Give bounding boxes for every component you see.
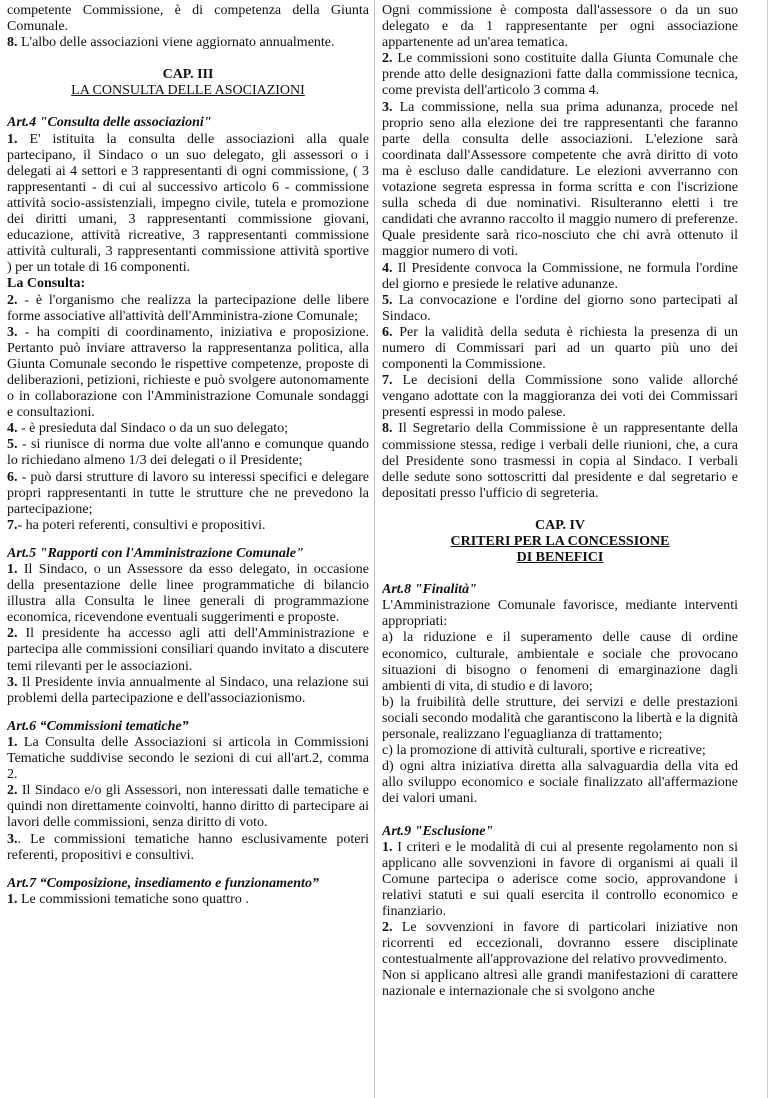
paragraph-text: Il Presidente invia annualmente al Sindaco, una relazione sui problemi della partecipazione e dell'associazionismo.: [7, 674, 369, 706]
article-title: Art.5 "Rapporti con l'Amministrazione Comunale": [7, 545, 304, 561]
paragraph-text: L'albo delle associazioni viene aggiornato annualmente.: [17, 35, 335, 51]
item-number: 3.: [382, 99, 393, 115]
item-number: 3.: [7, 831, 18, 847]
item-number: 2.: [382, 51, 393, 67]
chapter-title: LA CONSULTA DELLE ASOCIAZIONI: [71, 83, 305, 99]
paragraph-text: La convocazione e l'ordine del giorno sono partecipati al Sindaco.: [382, 292, 738, 324]
chapter-number: CAP. III: [162, 67, 214, 83]
paragraph: [7, 562, 369, 626]
list-item: c) la promozione di attività culturali, sportive e ricreative;: [382, 743, 706, 759]
paragraph: [7, 783, 369, 831]
paragraph-text: E' istituita la consulta delle associazioni alla quale partecipano, il Sindaco o un suo delegato, gli assessori o i delegati ai 4 settori e 3 rappresentanti di ogni commissione, ( 3 rappresentanti - di cui al successivo articolo 6 - commissione attività socio-assistenziali, impegno civile, tutela e promozione dei diritti umani, 3 rappresentanti commissione giovani, educazione, attività ricreative, 3 rappresentanti commissione attività culturali, 3 rappresentanti commissione attività sportive ) per un totale di 16 componenti.: [7, 131, 369, 276]
chapter-number: CAP. IV: [534, 517, 586, 533]
item-number: 1.: [7, 891, 18, 907]
paragraph: [7, 132, 369, 277]
left-column: [7, 3, 369, 1097]
item-number: 4.: [7, 421, 18, 437]
paragraph: [7, 293, 369, 325]
item-number: 1.: [382, 839, 393, 855]
item-number: 1.: [7, 562, 18, 577]
subheading: La Consulta:: [7, 276, 86, 292]
paragraph: [7, 437, 369, 469]
item-number: 8.: [382, 421, 393, 437]
item-number: 1.: [7, 734, 18, 750]
article-title: Art.9 "Esclusione": [382, 823, 494, 839]
item-number: 8.: [7, 35, 18, 51]
paragraph: [382, 3, 738, 51]
paragraph: [7, 675, 369, 707]
paragraph: [382, 920, 738, 968]
item-number: 4.: [382, 260, 393, 276]
article-title: Art.4 "Consulta delle associazioni": [7, 115, 212, 131]
paragraph: [7, 626, 369, 674]
item-number: 2.: [7, 292, 18, 308]
paragraph: L'Amministrazione Comunale favorisce, mediante interventi appropriati:: [382, 598, 738, 630]
paragraph-text: - è l'organismo che realizza la partecipazione delle libere forme associative all'attività dell'Amministra-zione Comunale;: [7, 292, 369, 324]
paragraph-text: Le decisioni della Commissione sono valide allorché vengano adottate con la maggioranza dei voti dei Commissari presenti espressi in modo palese.: [382, 373, 738, 421]
item-number: 6.: [382, 324, 393, 340]
paragraph-text: - si riunisce di norma due volte all'anno e comunque quando lo richiedano almeno 1/3 dei delegati o il Presidente;: [7, 437, 369, 469]
paragraph-text: - ha poteri referenti, consultivi e propositivi.: [17, 517, 266, 533]
list-item: a) la riduzione e il superamento delle cause di ordine economico, culturale, ambientale e sociale che provocano situazioni di bisogno o fenomeni di emarginazione dagli ambienti di vita, di studio e di lavoro;: [382, 630, 738, 694]
paragraph: [382, 293, 738, 325]
paragraph-text: - ha compiti di coordinamento, iniziativa e proposizione. Pertanto può inviare attraverso la rappresentanza politica, alla Giunta Comunale secondo le rispettive competenze, proposte di deliberazioni, petizioni, richieste e può svolgere autonomamente o in collaborazione con l'Amministrazione Comunale sondaggi e consultazioni.: [7, 324, 369, 421]
paragraph: [7, 3, 369, 35]
paragraph-text: La commissione, nella sua prima adunanza, procede nel proprio seno alla elezione dei tre rappresentanti che faranno parte della consulta delle associazioni. L'elezione sarà coordinata dall'Assessore competente che avrà diritto di voto ma è escluso dalle candidature. Le elezioni avverranno con votazione segreta espressa in forma scritta e con l'iscrizione sulla scheda di due nominativi. Risulteranno eletti i tre candidati che avranno raccolto il maggio numero di preferenze. Quale presidente sarà rico-nosciuto che chi avrà ottenuto il maggior numero di voti.: [382, 99, 738, 260]
item-number: 7.: [382, 373, 393, 389]
item-number: 6.: [7, 469, 18, 485]
paragraph-text: - è presieduta dal Sindaco o da un suo delegato;: [17, 421, 289, 437]
paragraph: [382, 421, 738, 501]
article-title: Art.6 “Commissioni tematiche”: [7, 718, 189, 734]
paragraph-text: Il Sindaco e/o gli Assessori, non interessati dalle tematiche e quindi non direttamente coinvolti, hanno diritto di partecipare ai lavori delle commissioni, senza diritto di voto.: [7, 783, 369, 831]
paragraph-text: competente Commissione, è di competenza della Giunta Comunale.: [7, 3, 369, 35]
paragraph-text: La Consulta delle Associazioni si articola in Commissioni Tematiche suddivise secondo le sezioni di cui all'art.2, comma 2.: [7, 734, 369, 783]
paragraph: [7, 325, 369, 422]
column-divider: [374, 0, 375, 1098]
paragraph: Non si applicano altresì alle grandi manifestazioni di carattere nazionale e internazionale che si svolgono anche: [382, 968, 738, 1000]
paragraph: [382, 51, 738, 99]
paragraph-text: Il presidente ha accesso agli atti dell'Amministrazione e partecipa alle commissioni consiliari quando invitato a discutere temi rilevanti per le associazioni.: [7, 626, 369, 674]
paragraph: [7, 735, 369, 783]
paragraph: [382, 373, 738, 421]
item-number: 3.: [7, 324, 18, 340]
article-title: Art.8 "Finalità": [382, 582, 477, 598]
paragraph: [7, 892, 369, 908]
list-item: b) la fruibilità delle strutture, dei servizi e delle prestazioni sociali secondo modalità che garantiscono la libertà e la dignità personale, realizzano l'eguaglianza di trattamento;: [382, 694, 738, 743]
paragraph-text: I criteri e le modalità di cui al presente regolamento non si applicano alle sovvenzioni in favore di organismi ai quali il Comune partecipa o aderisce come socio, approvandone i relativi statuti e sui quali esercita il controllo economico e finanziario.: [382, 839, 738, 919]
paragraph-text: Ogni commissione è composta dall'assessore o da un suo delegato e da 1 rappresentante per ogni associazione appartenente ad un'area tematica.: [382, 3, 738, 51]
paragraph: [382, 100, 738, 261]
paragraph: [7, 518, 369, 534]
list-item: d) ogni altra iniziativa diretta alla salvaguardia della vita ed allo sviluppo economico e sociale finalizzato all'affermazione dei valori umani.: [382, 759, 738, 807]
paragraph: [382, 840, 738, 920]
page-edge-line: [767, 0, 768, 1098]
paragraph: [382, 325, 738, 373]
item-number: 1.: [7, 131, 18, 147]
paragraph: [7, 470, 369, 518]
paragraph: [382, 261, 738, 293]
right-column: [382, 3, 738, 1097]
item-number: 7.: [7, 517, 18, 533]
article-title: Art.7 “Composizione, insediamento e funzionamento”: [7, 875, 319, 891]
item-number: 5.: [7, 437, 18, 453]
chapter-title: DI BENEFICI: [516, 550, 604, 566]
paragraph-text: Il Presidente convoca la Commissione, ne formula l'ordine del giorno e presiede le relative adunanze.: [382, 260, 738, 292]
paragraph-text: Le sovvenzioni in favore di particolari iniziative non ricorrenti ed eccezionali, dovranno essere disciplinate contestualmente all'approvazione del relativo provvedimento.: [382, 920, 738, 968]
paragraph: [7, 35, 369, 51]
paragraph-text: - può darsi strutture di lavoro su interessi specifici e delegare propri rappresentanti in tutte le strutture che ne prevedono la partecipazione;: [7, 469, 369, 517]
chapter-title: CRITERI PER LA CONCESSIONE: [450, 534, 670, 549]
item-number: 2.: [7, 783, 18, 799]
item-number: 3.: [7, 674, 18, 690]
paragraph-text: Il Segretario della Commissione è un rappresentante della commissione stessa, redige i verbali delle riunioni, che, a cura del Presidente sono trasmessi in copia al Sindaco. I verbali delle sedute sono sottoscritti dal presidente e dal segretario e depositati presso l'ufficio di segreteria.: [382, 421, 738, 501]
paragraph-text: Le commissioni sono costituite dalla Giunta Comunale che prende atto delle designazioni fatte dalla commissione tecnica, come prevista dell'articolo 3 comma 4.: [382, 51, 738, 99]
item-number: 5.: [382, 292, 393, 308]
paragraph-text: Le commissioni tematiche sono quattro .: [17, 891, 249, 907]
paragraph-text: Il Sindaco, o un Assessore da esso delegato, in occasione della presentazione delle linee programmatiche di bilancio illustra alla Consulta le linee generali di programmazione economica, ricevendone eventuali suggerimenti e proposte.: [7, 562, 369, 626]
paragraph: [7, 421, 369, 437]
item-number: 2.: [382, 920, 393, 936]
paragraph-text: Per la validità della seduta è richiesta la presenza di un numero di Commissari pari ad un quarto più uno dei componenti la Commissione.: [382, 324, 738, 373]
paragraph-text: . Le commissioni tematiche hanno esclusivamente poteri referenti, propositivi e consultivi.: [7, 831, 369, 863]
paragraph: [7, 832, 369, 864]
item-number: 2.: [7, 626, 18, 642]
